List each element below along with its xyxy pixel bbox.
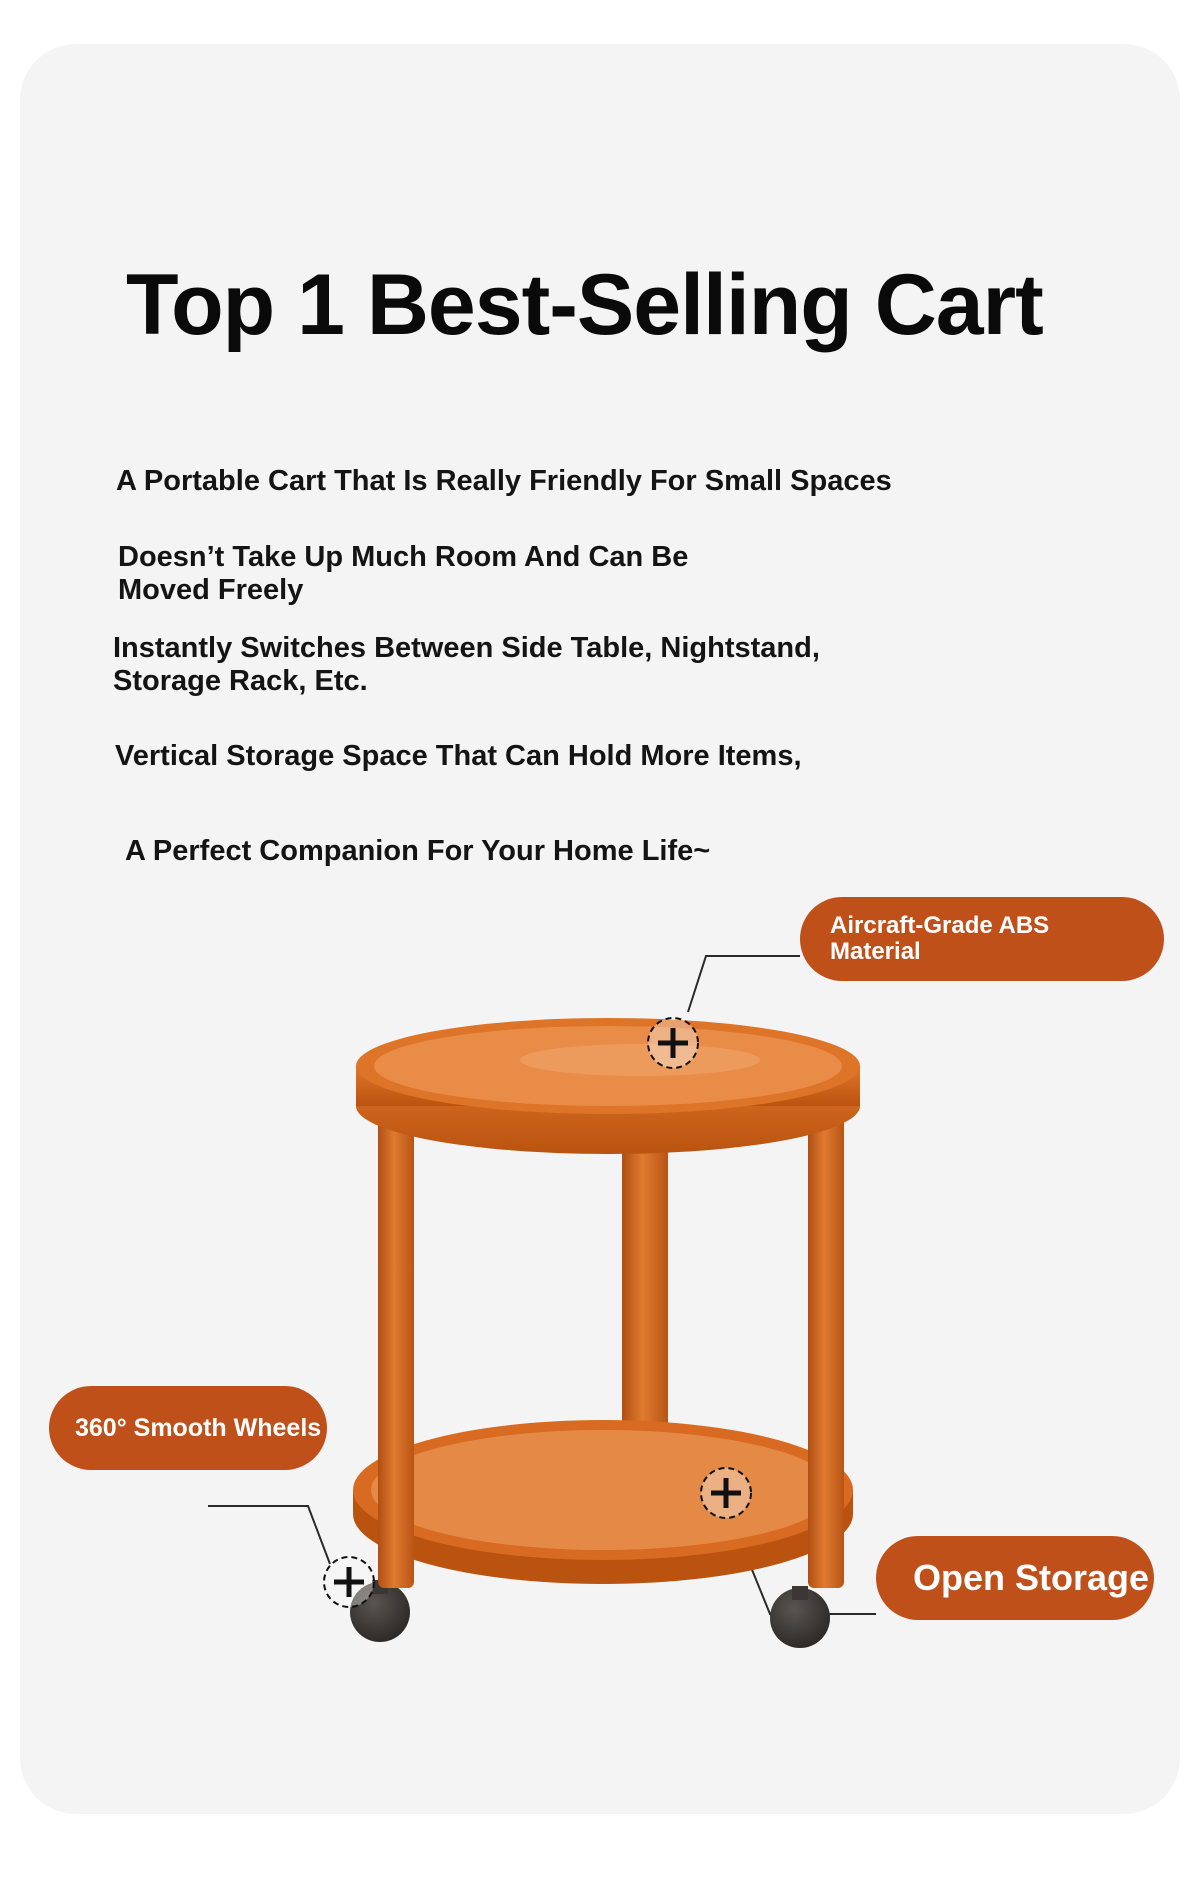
- feature-line: A Portable Cart That Is Really Friendly For Small Spaces: [116, 465, 892, 497]
- feature-line: A Perfect Companion For Your Home Life~: [125, 835, 711, 867]
- wheels-callout: 360° Smooth Wheels: [49, 1386, 327, 1470]
- page-title: Top 1 Best-Selling Cart: [126, 257, 1043, 353]
- feature-line: Vertical Storage Space That Can Hold More Items,: [115, 740, 802, 772]
- plus-marker-icon: [701, 1468, 751, 1518]
- storage-callout: Open Storage: [876, 1536, 1154, 1620]
- feature-line: Instantly Switches Between Side Table, Nightstand, Storage Rack, Etc.: [113, 632, 820, 697]
- cart-bottom-shelf: [353, 1420, 853, 1584]
- plus-marker-icon: [324, 1557, 374, 1607]
- cart-back-leg: [622, 1152, 668, 1462]
- material-callout: [800, 897, 1164, 981]
- plus-marker-icon: [648, 1018, 698, 1068]
- material-callout-line: Material: [830, 938, 921, 965]
- feature-line: Doesn’t Take Up Much Room And Can Be Moved Freely: [118, 541, 689, 606]
- material-callout-line: Aircraft-Grade ABS: [830, 912, 1050, 939]
- cart-top-tray: [356, 1018, 860, 1154]
- cart-right-leg: [808, 1068, 844, 1588]
- cart-left-leg: [378, 1068, 414, 1588]
